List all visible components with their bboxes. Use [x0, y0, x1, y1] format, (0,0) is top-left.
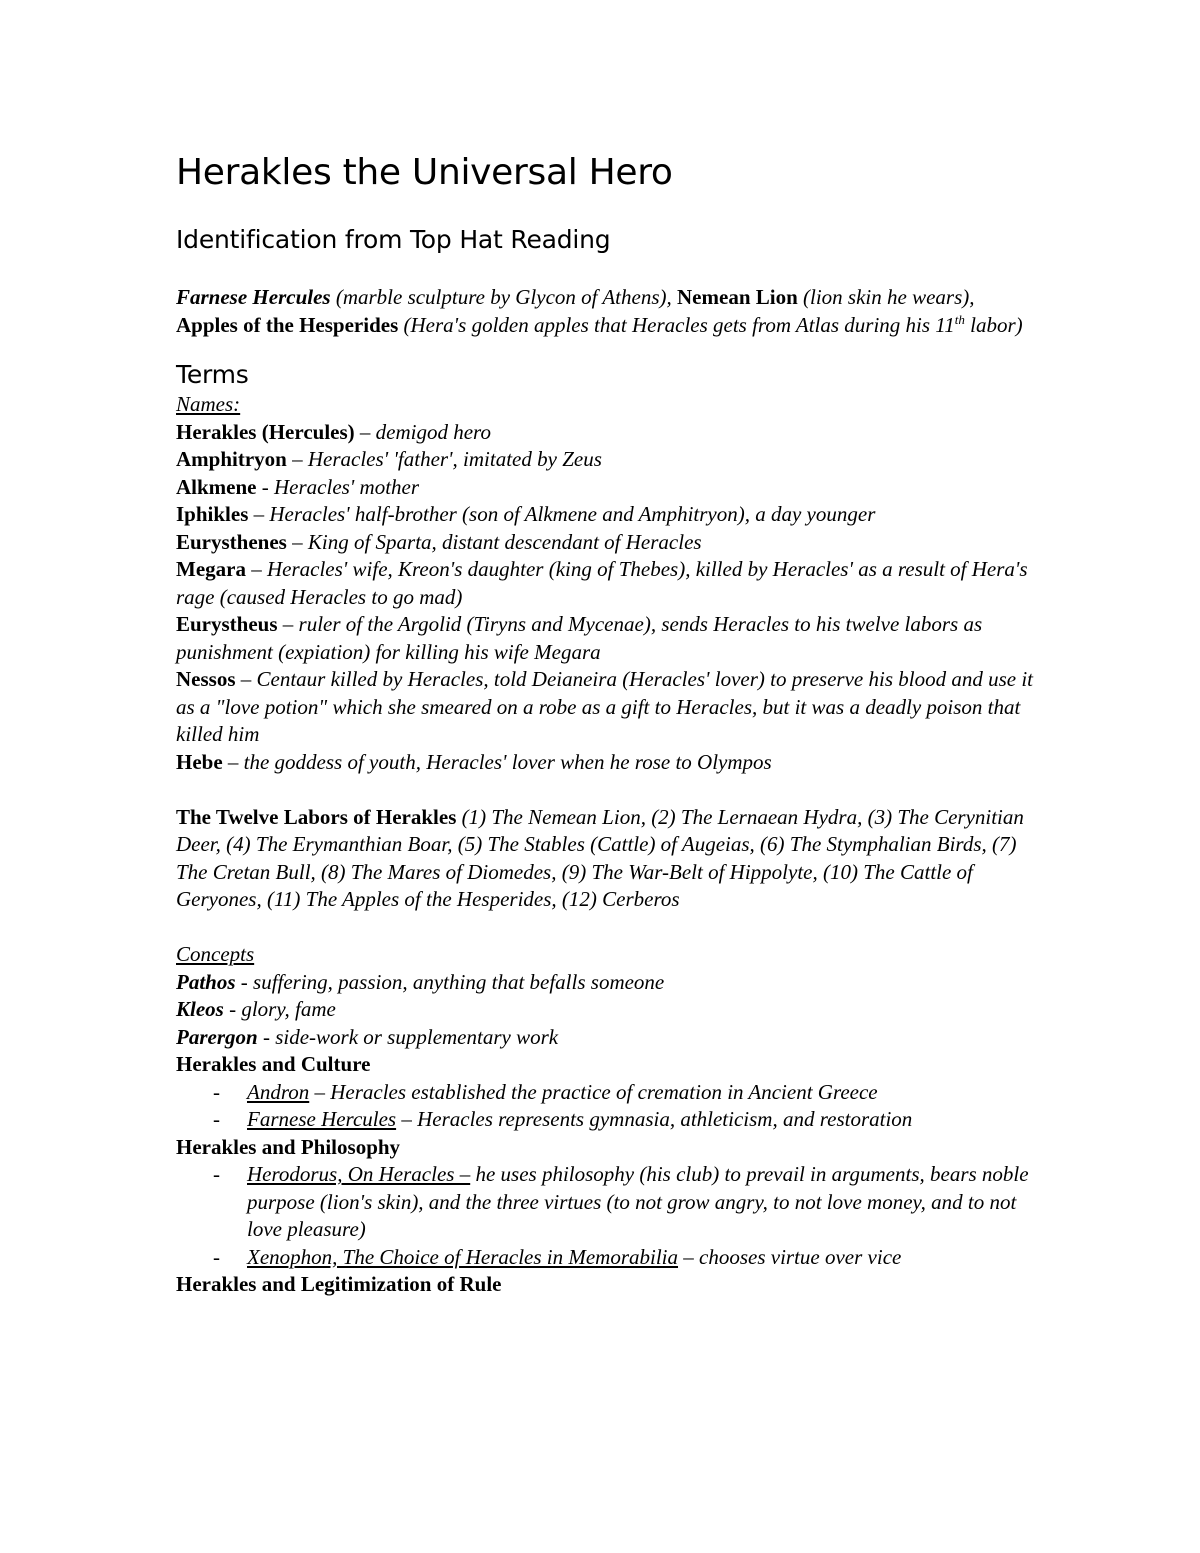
concept-desc: suffering, passion, anything that befalls someone — [253, 969, 665, 994]
concept-term: Kleos — [176, 997, 224, 1021]
document-body — [176, 150, 1036, 1299]
name-term: Eurystheus — [176, 612, 278, 636]
concept-term: Parergon — [176, 1024, 258, 1049]
name-desc: King of Sparta, distant descendant of Heracles — [307, 529, 702, 554]
id-term-nemean: Nemean Lion — [677, 285, 798, 309]
philosophy-link: Herodorus, On Heracles – — [247, 1162, 471, 1186]
name-entry — [176, 556, 1036, 611]
dash-bullet: - — [213, 1079, 220, 1104]
concept-entry — [176, 1024, 1036, 1052]
name-sep: – — [354, 419, 376, 444]
terms-heading: Terms — [176, 360, 249, 389]
name-entry — [176, 529, 1036, 557]
name-term: Nessos — [176, 667, 236, 691]
id-desc-farnese: (marble sculpture by Glycon of Athens), — [330, 285, 678, 309]
philosophy-list — [176, 1161, 1036, 1271]
culture-heading — [176, 1051, 1036, 1079]
philosophy-desc: he uses philosophy (his club) to prevail in arguments, bears noble purpose (lion's skin), and the three virtues (to not grow angry, to not love money, and to not love pleasure) — [247, 1162, 1029, 1241]
names-label — [176, 391, 1036, 419]
legitimization-heading — [176, 1271, 1036, 1299]
name-sep: – — [248, 502, 270, 526]
name-entry — [176, 749, 1036, 777]
dash-bullet: - — [213, 1107, 220, 1131]
philosophy-list-item — [176, 1244, 1036, 1272]
concepts-label-text: Concepts — [176, 942, 255, 966]
name-desc: Centaur killed by Heracles, told Deianeira (Heracles' lover) to preserve his blood and use it as a "love potion" which she smeared on a robe as a gift to Heracles, but it was a deadly poison that killed him — [176, 667, 1033, 746]
name-desc: Heracles' wife, Kreon's daughter (king of Thebes), killed by Heracles' as a result of Hera's rage (caused Heracles to go mad) — [176, 557, 1028, 609]
identification-heading: Identification from Top Hat Reading — [176, 225, 611, 254]
name-sep: – — [245, 557, 267, 581]
name-desc: demigod hero — [375, 419, 491, 444]
name-desc: Heracles' half-brother (son of Alkmene and Amphitryon), a day younger — [269, 502, 876, 526]
concept-entry — [176, 969, 1036, 997]
culture-list-item — [176, 1106, 1036, 1134]
name-desc: the goddess of youth, Heracles' lover when he rose to Olympos — [243, 749, 772, 774]
name-term: Herakles (Hercules) — [176, 419, 355, 444]
identification-paragraph — [176, 284, 1036, 339]
name-entry — [176, 419, 1036, 447]
id-desc-nemean: (lion skin he wears), — [797, 285, 975, 309]
legitimization-heading-text: Herakles and Legitimization of Rule — [176, 1272, 502, 1296]
concepts-label — [176, 941, 1036, 969]
culture-desc: – Heracles represents gymnasia, athleticism, and restoration — [396, 1107, 913, 1131]
name-desc: Heracles' 'father', imitated by Zeus — [307, 447, 602, 471]
name-entry — [176, 446, 1036, 474]
culture-desc: – Heracles established the practice of cremation in Ancient Greece — [309, 1079, 878, 1104]
philosophy-heading — [176, 1134, 1036, 1162]
name-entry — [176, 611, 1036, 666]
labors-desc: (1) The Nemean Lion, (2) The Lernaean Hydra, (3) The Cerynitian Deer, (4) The Erymanthian Boar, (5) The Stables (Cattle) of Augeias, (6) The Stymphalian Birds, (7) The Cretan Bull, (8) The Mares of Diomedes, (9) The War-Belt of Hippolyte, (10) The Cattle of Geryones, (11) The Apples of the Hesperides, (12) Cerberos — [176, 804, 1024, 911]
name-sep: – — [235, 667, 257, 691]
id-desc-apples-end: labor) — [964, 312, 1023, 337]
philosophy-list-item — [176, 1161, 1036, 1244]
name-sep: – — [222, 749, 244, 774]
name-sep: - — [256, 474, 274, 499]
name-desc: Heracles' mother — [274, 474, 420, 499]
concept-sep: - — [223, 997, 242, 1021]
id-sup-th: th — [954, 311, 965, 327]
name-entry — [176, 501, 1036, 529]
name-term: Megara — [176, 557, 246, 581]
concept-sep: - — [257, 1024, 276, 1049]
culture-link: Andron — [247, 1079, 310, 1104]
concept-entry — [176, 996, 1036, 1024]
name-term: Amphitryon — [176, 447, 287, 471]
name-sep: – — [277, 612, 299, 636]
concept-term: Pathos — [176, 969, 236, 994]
name-sep: – — [286, 447, 308, 471]
culture-link: Farnese Hercules — [247, 1107, 397, 1131]
concept-desc: glory, fame — [241, 997, 336, 1021]
culture-list-item — [176, 1079, 1036, 1107]
culture-heading-text: Herakles and Culture — [176, 1052, 371, 1076]
name-term: Eurysthenes — [176, 529, 287, 554]
dash-bullet: - — [213, 1162, 220, 1186]
dash-bullet: - — [213, 1244, 220, 1269]
name-sep: – — [286, 529, 308, 554]
philosophy-link: Xenophon, The Choice of Heracles in Memorabilia — [247, 1244, 679, 1269]
document-title: Herakles the Universal Hero — [176, 152, 673, 193]
labors-paragraph — [176, 804, 1036, 914]
concept-sep: - — [235, 969, 254, 994]
name-desc: ruler of the Argolid (Tiryns and Mycenae), sends Heracles to his twelve labors as punishment (expiation) for killing his wife Megara — [176, 612, 983, 664]
philosophy-desc: – chooses virtue over vice — [678, 1244, 902, 1269]
name-entry — [176, 474, 1036, 502]
name-entry — [176, 666, 1036, 749]
blank-line — [176, 914, 1036, 942]
blank-line — [176, 776, 1036, 804]
concept-desc: side-work or supplementary work — [275, 1024, 559, 1049]
id-term-apples: Apples of the Hesperides — [176, 312, 399, 337]
name-term: Hebe — [176, 749, 223, 774]
names-label-text: Names: — [176, 392, 241, 416]
name-term: Alkmene — [176, 474, 257, 499]
name-term: Iphikles — [176, 502, 249, 526]
philosophy-heading-text: Herakles and Philosophy — [176, 1134, 401, 1159]
id-desc-apples: (Hera's golden apples that Heracles gets from Atlas during his 11 — [398, 312, 955, 337]
culture-list — [176, 1079, 1036, 1134]
labors-term: The Twelve Labors of Herakles — [176, 804, 457, 829]
id-term-farnese: Farnese Hercules — [176, 285, 331, 309]
